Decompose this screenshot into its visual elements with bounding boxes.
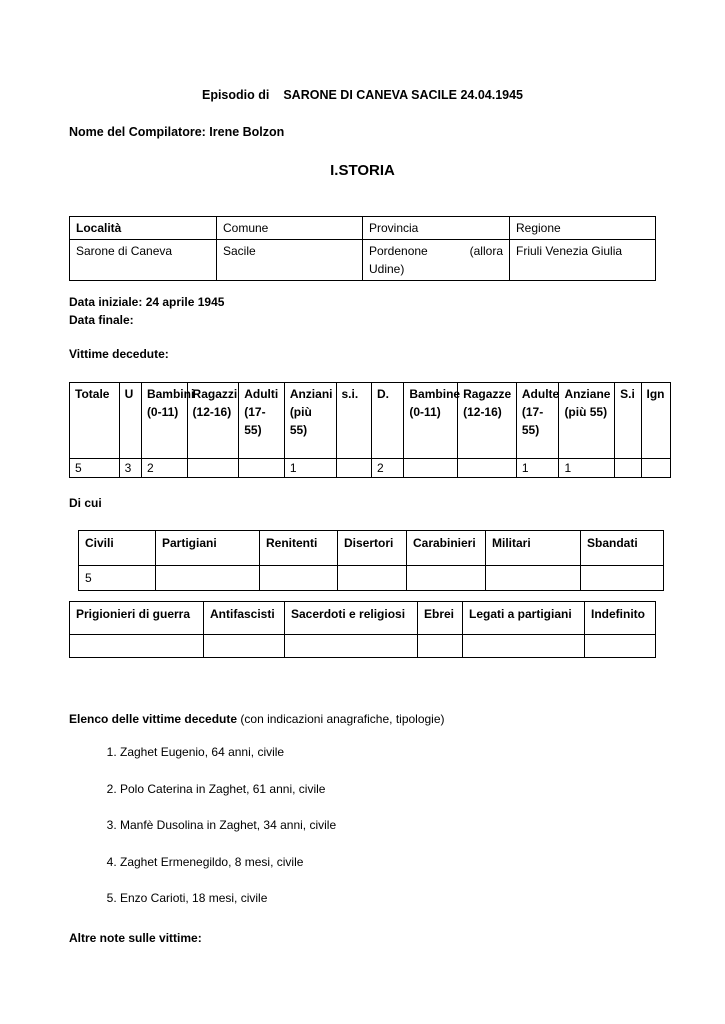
compiler-name: Nome del Compilatore: Irene Bolzon: [69, 125, 285, 139]
list-item: 5. Enzo Carioti, 18 mesi, civile: [120, 889, 445, 926]
list-item: 4. Zaghet Ermenegildo, 8 mesi, civile: [120, 853, 445, 890]
val-bambine: [404, 459, 458, 478]
di-cui-label: Di cui: [69, 496, 102, 510]
col-indefinito: Indefinito: [585, 602, 656, 635]
col-sacerdoti: Sacerdoti e religiosi: [285, 602, 418, 635]
value-localita: Sarone di Caneva: [70, 240, 217, 281]
col-ragazze: Ragazze (12-16): [458, 383, 517, 459]
val-sbandati: [581, 566, 664, 591]
location-table: [69, 216, 656, 281]
list-item: 3. Manfè Dusolina in Zaghet, 34 anni, civile: [120, 816, 445, 853]
col-carabinieri: Carabinieri: [407, 531, 486, 566]
value-provincia-c: Udine): [369, 262, 405, 276]
col-si-m: s.i.: [336, 383, 371, 459]
col-ebrei: Ebrei: [418, 602, 463, 635]
val-ragazzi: [187, 459, 239, 478]
val-antifascisti: [204, 635, 285, 658]
col-bambine: Bambine (0-11): [404, 383, 458, 459]
val-adulte: 1: [516, 459, 559, 478]
col-renitenti: Renitenti: [260, 531, 338, 566]
val-indefinito: [585, 635, 656, 658]
col-legati: Legati a partigiani: [463, 602, 585, 635]
val-disertori: [338, 566, 407, 591]
val-militari: [486, 566, 581, 591]
col-anziani: Anziani (più 55): [284, 383, 336, 459]
col-adulte: Adulte (17-55): [516, 383, 559, 459]
col-anziane: Anziane (più 55): [559, 383, 615, 459]
col-militari: Militari: [486, 531, 581, 566]
victims-header-row: [70, 383, 671, 459]
episode-label: Episodio di: [201, 88, 270, 102]
value-provincia: [363, 240, 510, 281]
col-d: D.: [371, 383, 403, 459]
end-date: Data finale:: [69, 313, 134, 327]
victim-list-title-rest: (con indicazioni anagrafiche, tipologie): [237, 712, 445, 726]
col-totale: Totale: [70, 383, 120, 459]
val-carabinieri: [407, 566, 486, 591]
header-regione: Regione: [510, 217, 656, 240]
val-ign: [641, 459, 670, 478]
location-header-row: [70, 217, 656, 240]
val-ebrei: [418, 635, 463, 658]
header-provincia: Provincia: [363, 217, 510, 240]
val-adulti: [239, 459, 285, 478]
value-provincia-a: Pordenone: [369, 244, 428, 258]
victim-list: [69, 743, 445, 926]
val-u: 3: [119, 459, 141, 478]
prigionieri-value-row: [70, 635, 656, 658]
victims-label: Vittime decedute:: [69, 347, 169, 361]
val-totale: 5: [70, 459, 120, 478]
val-anziane: 1: [559, 459, 615, 478]
prigionieri-header-row: [70, 602, 656, 635]
val-renitenti: [260, 566, 338, 591]
value-regione: Friuli Venezia Giulia: [510, 240, 656, 281]
col-ign: Ign: [641, 383, 670, 459]
dates-block: [69, 293, 224, 329]
section-heading: I.STORIA: [330, 162, 395, 179]
prigionieri-table: [69, 601, 656, 658]
col-u: U: [119, 383, 141, 459]
victims-value-row: [70, 459, 671, 478]
header-comune: Comune: [217, 217, 363, 240]
value-comune: Sacile: [217, 240, 363, 281]
episode-title-line: [0, 88, 725, 102]
val-anziani: 1: [284, 459, 336, 478]
victim-list-title: [69, 712, 445, 726]
col-bambini: Bambini (0-11): [141, 383, 187, 459]
episode-title: SARONE DI CANEVA SACILE 24.04.1945: [283, 88, 524, 102]
col-antifascisti: Antifascisti: [204, 602, 285, 635]
col-sbandati: Sbandati: [581, 531, 664, 566]
di-cui-header-row: [79, 531, 664, 566]
col-partigiani: Partigiani: [156, 531, 260, 566]
val-bambini: 2: [141, 459, 187, 478]
col-ragazzi: Ragazzi (12-16): [187, 383, 239, 459]
victim-list-section: [69, 712, 445, 926]
list-item: 1. Zaghet Eugenio, 64 anni, civile: [120, 743, 445, 780]
val-si-m: [336, 459, 371, 478]
header-localita: Località: [70, 217, 217, 240]
location-value-row: [70, 240, 656, 281]
start-date: Data iniziale: 24 aprile 1945: [69, 295, 225, 309]
col-disertori: Disertori: [338, 531, 407, 566]
list-item: 2. Polo Caterina in Zaghet, 61 anni, civile: [120, 780, 445, 817]
other-notes-label: Altre note sulle vittime:: [69, 931, 202, 945]
val-sacerdoti: [285, 635, 418, 658]
di-cui-value-row: [79, 566, 664, 591]
victims-table: [69, 382, 671, 478]
value-provincia-b: (allora: [469, 244, 503, 258]
val-si-f: [615, 459, 641, 478]
val-d: 2: [371, 459, 403, 478]
val-legati: [463, 635, 585, 658]
val-prigionieri: [70, 635, 204, 658]
col-civili: Civili: [79, 531, 156, 566]
col-si-f: S.i: [615, 383, 641, 459]
val-ragazze: [458, 459, 517, 478]
di-cui-table: [78, 530, 664, 591]
victim-list-title-bold: Elenco delle vittime decedute: [69, 712, 238, 726]
val-civili: 5: [79, 566, 156, 591]
col-adulti: Adulti (17-55): [239, 383, 285, 459]
val-partigiani: [156, 566, 260, 591]
col-prigionieri: Prigionieri di guerra: [70, 602, 204, 635]
